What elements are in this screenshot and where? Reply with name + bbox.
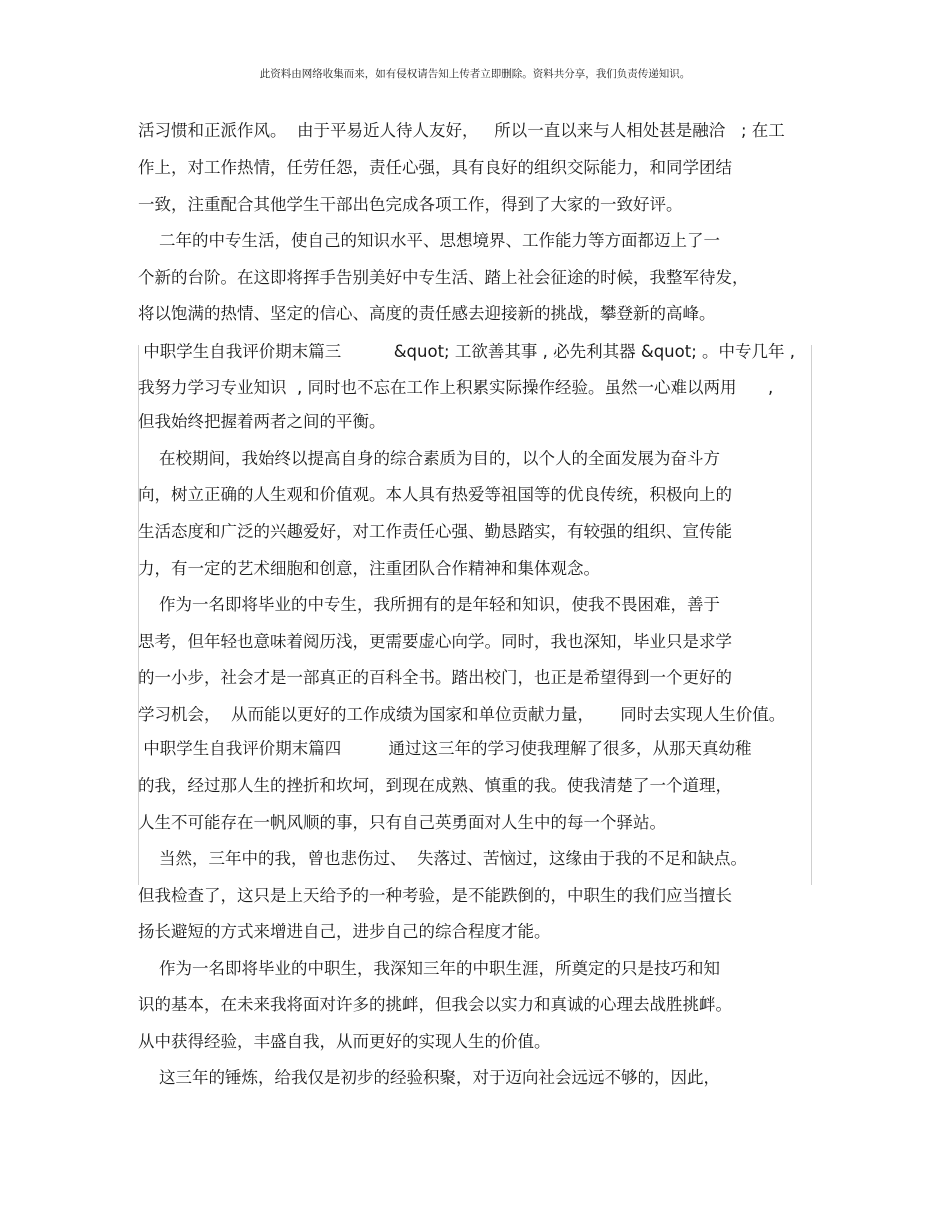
text-line: 当然，三年中的我，曾也悲伤过、 失落过、苦恼过，这缘由于我的不足和缺点。 — [138, 849, 747, 868]
text-line: 识的基本，在未来我将面对许多的挑衅，但我会以实力和真诚的心理去战胜挑衅。 — [138, 995, 732, 1014]
text-line: 向，树立正确的人生观和价值观。本人具有热爱等祖国等的优良传统，积极向上的 — [138, 485, 732, 504]
text-line: 我努力学习专业知识 , 同时也不忘在工作上积累实际操作经验。虽然一心难以两用 , — [138, 378, 774, 397]
text-line: 这三年的锤炼，给我仅是初步的经验积聚，对于迈向社会远远不够的，因此， — [138, 1068, 720, 1087]
text-line: 作为一名即将毕业的中职生，我深知三年的中职生涯，所奠定的只是技巧和知 — [138, 959, 720, 978]
text-line: 思考，但年轻也意味着阅历浅，更需要虚心向学。同时，我也深知，毕业只是求学 — [138, 632, 732, 651]
text-line: 人生不可能存在一帆风顺的事，只有自己英勇面对人生中的每一个驿站。 — [138, 813, 666, 832]
text-line: 从中获得经验，丰盛自我，从而更好的实现人生的价值。 — [138, 1032, 551, 1051]
text-line: 扬长避短的方式来增进自己，进步自己的综合程度才能。 — [138, 922, 551, 941]
text-line: 二年的中专生活，使自己的知识水平、思想境界、工作能力等方面都迈上了一 — [138, 231, 720, 250]
text-line: 的一小步，社会才是一部真正的百科全书。踏出校门，也正是希望得到一个更好的 — [138, 668, 732, 687]
text-line: 作上，对工作热情，任劳任怨，责任心强，具有良好的组织交际能力，和同学团结 — [138, 158, 732, 177]
text-line: 作为一名即将毕业的中专生，我所拥有的是年轻和知识，使我不畏困难，善于 — [138, 595, 720, 614]
text-line: 学习机会， 从而能以更好的工作成绩为国家和单位贡献力量， 同时去实现人生价值。 — [138, 705, 786, 724]
text-line: 在校期间，我始终以提高自身的综合素质为目的，以个人的全面发展为奋斗方 — [138, 449, 720, 468]
text-line: 但我始终把握着两者之间的平衡。 — [138, 412, 386, 431]
text-line: 一致，注重配合其他学生干部出色完成各项工作，得到了大家的一致好评。 — [138, 195, 683, 214]
text-line: 生活态度和广泛的兴趣爱好，对工作责任心强、勤恳踏实，有较强的组织、宣传能 — [138, 522, 732, 541]
text-line: 力，有一定的艺术细胞和创意，注重团队合作精神和集体观念。 — [138, 559, 600, 578]
text-line: 但我检查了，这只是上天给予的一种考验，是不能跌倒的，中职生的我们应当擅长 — [138, 886, 732, 905]
copyright-notice: 此资料由网络收集而来，如有侵权请告知上传者立即删除。资料共分享，我们负责传递知识。 — [259, 68, 691, 80]
text-line: 的我，经过那人生的挫折和坎坷，到现在成熟、慎重的我。使我清楚了一个道理， — [138, 776, 732, 795]
text-line: 活习惯和正派作风。 由于平易近人待人友好， 所以一直以来与人相处甚是融洽 ; 在工 — [138, 121, 785, 140]
text-line: 个新的台阶。在这即将挥手告别美好中专生活、踏上社会征途的时候，我整军待发， — [138, 268, 749, 287]
text-line: 将以饱满的热情、坚定的信心、高度的责任感去迎接新的挑战，攀登新的高峰。 — [138, 304, 716, 323]
text-line: 中职学生自我评价期末篇四 通过这三年的学习使我理解了很多，从那天真幼稚 — [138, 739, 752, 758]
text-line: 中职学生自我评价期末篇三 &quot; 工欲善其事 , 必先利其器 &quot; 。中专几年 , — [138, 342, 795, 361]
